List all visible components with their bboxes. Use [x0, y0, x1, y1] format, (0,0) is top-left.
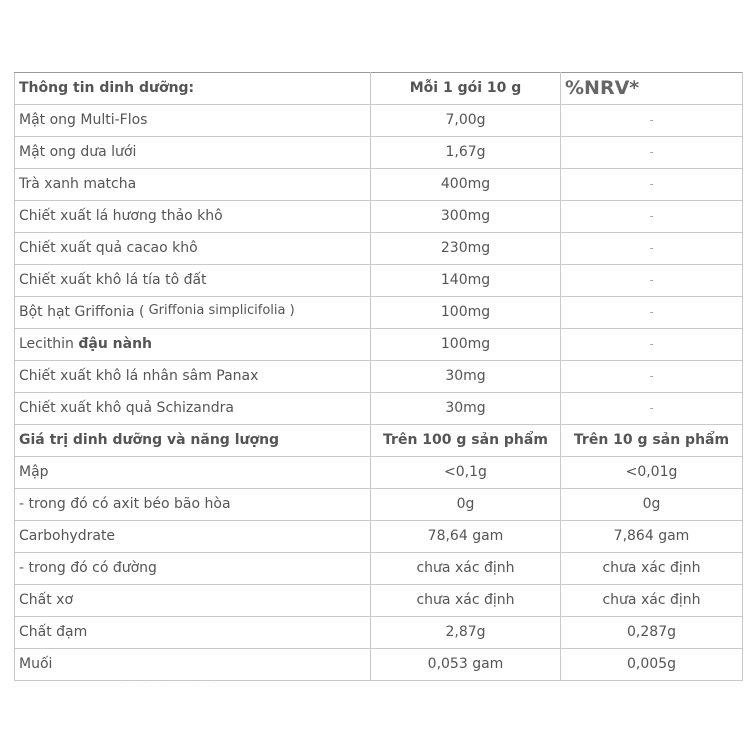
- ingredient-amount: 140mg: [371, 265, 561, 297]
- nutrient-per-10g: 0,287g: [561, 617, 743, 649]
- header-nutrition-energy: Giá trị dinh dưỡng và năng lượng: [15, 425, 371, 457]
- ingredient-amount: 300mg: [371, 201, 561, 233]
- table-row: [15, 489, 743, 521]
- header-nrv: %NRV*: [561, 73, 743, 105]
- ingredient-amount: 100mg: [371, 329, 561, 361]
- ingredient-nrv: -: [561, 105, 743, 137]
- ingredient-latin-name: Griffonia simplicifolia ): [144, 303, 295, 318]
- header-per-10g: Trên 10 g sản phẩm: [561, 425, 743, 457]
- ingredient-name-prefix: Lecithin: [19, 336, 79, 352]
- table-row: [15, 265, 743, 297]
- table-row: [15, 201, 743, 233]
- table-row: [15, 137, 743, 169]
- ingredient-amount: 230mg: [371, 233, 561, 265]
- nutrient-per-100g: 2,87g: [371, 617, 561, 649]
- ingredient-name-prefix: Bột hạt Griffonia (: [19, 304, 145, 320]
- header-per-100g: Trên 100 g sản phẩm: [371, 425, 561, 457]
- nutrition-table: [14, 72, 743, 681]
- nutrient-name: Mập: [15, 457, 371, 489]
- table-row: [15, 329, 743, 361]
- table-row: [15, 169, 743, 201]
- ingredient-nrv: -: [561, 137, 743, 169]
- nutrient-name: Carbohydrate: [15, 521, 371, 553]
- nutrient-per-100g: 0g: [371, 489, 561, 521]
- ingredient-amount: 7,00g: [371, 105, 561, 137]
- nutrient-per-10g: chưa xác định: [561, 585, 743, 617]
- energy-header-row: [15, 425, 743, 457]
- nutrient-name: Chất đạm: [15, 617, 371, 649]
- ingredient-nrv: -: [561, 329, 743, 361]
- header-nutrition-info: Thông tin dinh dưỡng:: [15, 73, 371, 105]
- nutrient-per-10g: 0g: [561, 489, 743, 521]
- ingredient-nrv: -: [561, 393, 743, 425]
- ingredient-name: [15, 329, 371, 361]
- ingredient-amount: 30mg: [371, 361, 561, 393]
- ingredient-name: Mật ong Multi-Flos: [15, 105, 371, 137]
- ingredient-name: Mật ong dưa lưới: [15, 137, 371, 169]
- ingredient-amount: 100mg: [371, 297, 561, 329]
- nutrient-per-10g: chưa xác định: [561, 553, 743, 585]
- ingredient-nrv: -: [561, 361, 743, 393]
- ingredient-amount: 400mg: [371, 169, 561, 201]
- ingredient-name: Chiết xuất khô quả Schizandra: [15, 393, 371, 425]
- nutrient-per-10g: <0,01g: [561, 457, 743, 489]
- table-row: [15, 233, 743, 265]
- ingredient-name-bold: đậu nành: [78, 336, 153, 352]
- table-row: [15, 649, 743, 681]
- table-row: [15, 457, 743, 489]
- ingredient-nrv: -: [561, 169, 743, 201]
- ingredient-nrv: -: [561, 201, 743, 233]
- table-row: [15, 393, 743, 425]
- nutrient-per-100g: chưa xác định: [371, 553, 561, 585]
- ingredient-amount: 30mg: [371, 393, 561, 425]
- ingredient-name: Chiết xuất khô lá nhân sâm Panax: [15, 361, 371, 393]
- table-row: [15, 553, 743, 585]
- table-row: [15, 361, 743, 393]
- nutrient-per-100g: 78,64 gam: [371, 521, 561, 553]
- nutrient-name: - trong đó có đường: [15, 553, 371, 585]
- nutrient-per-100g: <0,1g: [371, 457, 561, 489]
- ingredient-nrv: -: [561, 265, 743, 297]
- ingredient-name: Chiết xuất lá hương thảo khô: [15, 201, 371, 233]
- nutrient-per-10g: 0,005g: [561, 649, 743, 681]
- ingredient-name: [15, 297, 371, 329]
- ingredient-name: Trà xanh matcha: [15, 169, 371, 201]
- nutrient-per-100g: 0,053 gam: [371, 649, 561, 681]
- table-row: [15, 617, 743, 649]
- ingredient-name: Chiết xuất khô lá tía tô đất: [15, 265, 371, 297]
- nutrient-per-10g: 7,864 gam: [561, 521, 743, 553]
- nutrient-per-100g: chưa xác định: [371, 585, 561, 617]
- table-row: [15, 105, 743, 137]
- nutrient-name: Muối: [15, 649, 371, 681]
- nutrient-name: - trong đó có axit béo bão hòa: [15, 489, 371, 521]
- table-row: [15, 297, 743, 329]
- table-row: [15, 585, 743, 617]
- table-row: [15, 521, 743, 553]
- ingredient-nrv: -: [561, 233, 743, 265]
- nutrient-name: Chất xơ: [15, 585, 371, 617]
- table-header-row: [15, 73, 743, 105]
- ingredient-name: Chiết xuất quả cacao khô: [15, 233, 371, 265]
- ingredient-nrv: -: [561, 297, 743, 329]
- ingredient-amount: 1,67g: [371, 137, 561, 169]
- faded-footnote-remnant: · · · · · · · · ·: [120, 680, 221, 687]
- header-per-pack: Mỗi 1 gói 10 g: [371, 73, 561, 105]
